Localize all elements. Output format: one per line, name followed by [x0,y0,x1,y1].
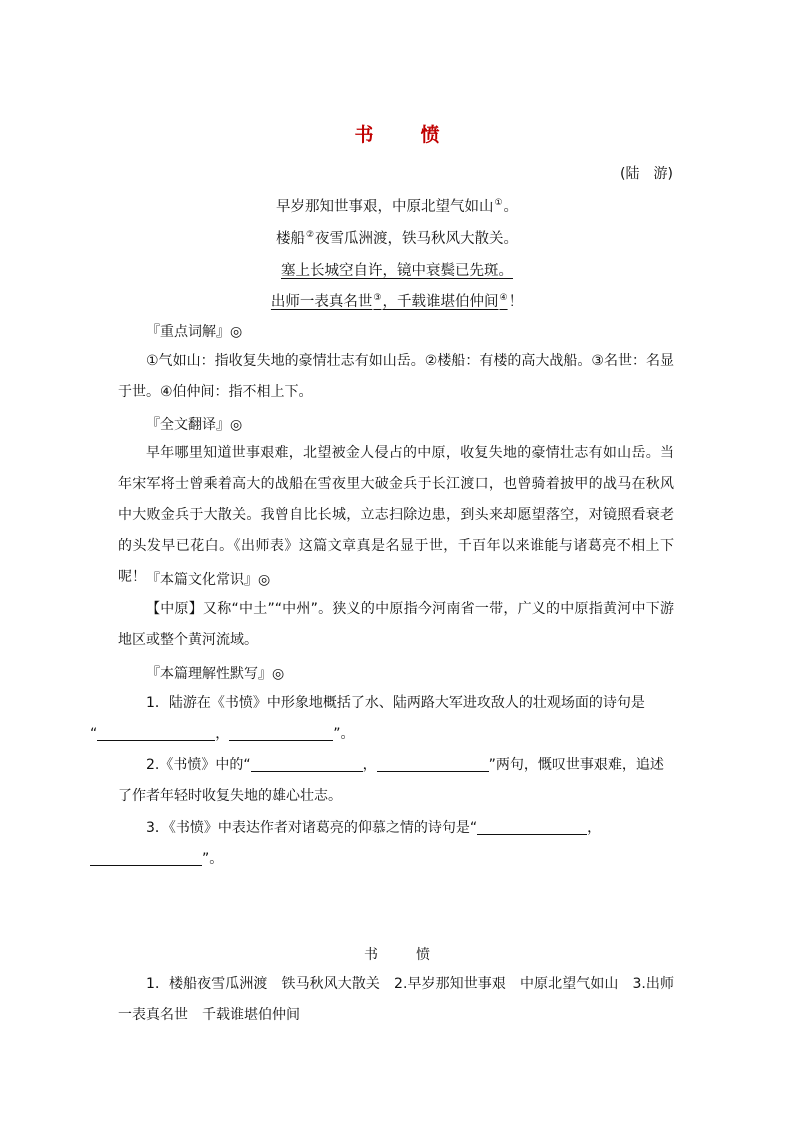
poem-line-4: 出师一表真名世③，千载谁堪伯仲间④！ [270,293,524,310]
dictation-heading: 『本篇理解性默写』◎ [146,666,285,682]
answer-blank[interactable] [377,757,489,772]
question-1: 1．陆游在《书愤》中形象地概括了水、陆两路大军进攻敌人的壮观场面的诗句是 “ ， ”。 [90,695,645,742]
translation-body: 早年哪里知道世事艰难，北望被金人侵占的中原，收复失地的豪情壮志有如山岳。当年宋军将士曾乘着高大的战船在雪夜里大破金兵于长江渡口，也曾骑着披甲的战马在秋风中大败金兵于大散关。我曾自比长城，立志扫除边患，到头来却愿望落空，对镜照看衰老的头发早已花白。《出师表》这篇文章真是名显于世，千百年以来谁能与诸葛亮不相上下呢！ [118,445,674,585]
poem-line-1: 早岁那知世事艰，中原北望气如山①。 [275,198,519,215]
culture-heading: 『本篇文化常识』◎ [146,572,271,588]
answer-blank[interactable] [251,757,363,772]
poem-line-3: 塞上长城空自许，镜中衰鬓已先斑。 [281,263,513,279]
answers-body: 1．楼船夜雪瓜洲渡 铁马秋风大散关 2.早岁那知世事艰 中原北望气如山 3.出师一表真名世 千载谁堪伯仲间 [118,976,674,1023]
poem-author: (陆 游) [620,166,673,182]
vocab-heading: 『重点词解』◎ [146,324,243,340]
answer-blank[interactable] [97,726,215,741]
answer-blank[interactable] [477,820,587,835]
poem-line-2: 楼船②夜雪瓜洲渡，铁马秋风大散关。 [275,230,519,247]
note-marker: ① [494,198,503,209]
note-marker: ④ [499,293,508,304]
note-marker: ② [305,230,315,241]
answer-blank[interactable] [229,726,333,741]
answer-blank[interactable] [90,851,202,866]
note-marker: ③ [373,293,382,304]
question-2: 2.《书愤》中的“ ， ”两句，慨叹世事艰难，追述了作者年轻时收复失地的雄心壮志。 [118,757,664,804]
culture-body: 【中原】又称“中土”“中州”。狭义的中原指今河南省一带，广义的中原指黄河中下游地区或整个黄河流域。 [118,601,674,648]
translation-heading: 『全文翻译』◎ [146,417,243,433]
poem-title: 书 愤 [354,124,454,146]
vocab-body: ①气如山：指收复失地的豪情壮志有如山岳。②楼船：有楼的高大战船。③名世：名显于世。④伯仲间：指不相上下。 [118,353,674,400]
question-3: 3．《书愤》中表达作者对诸葛亮的仰慕之情的诗句是“ ， ”。 [118,813,674,875]
answers-title: 书 愤 [364,947,442,963]
